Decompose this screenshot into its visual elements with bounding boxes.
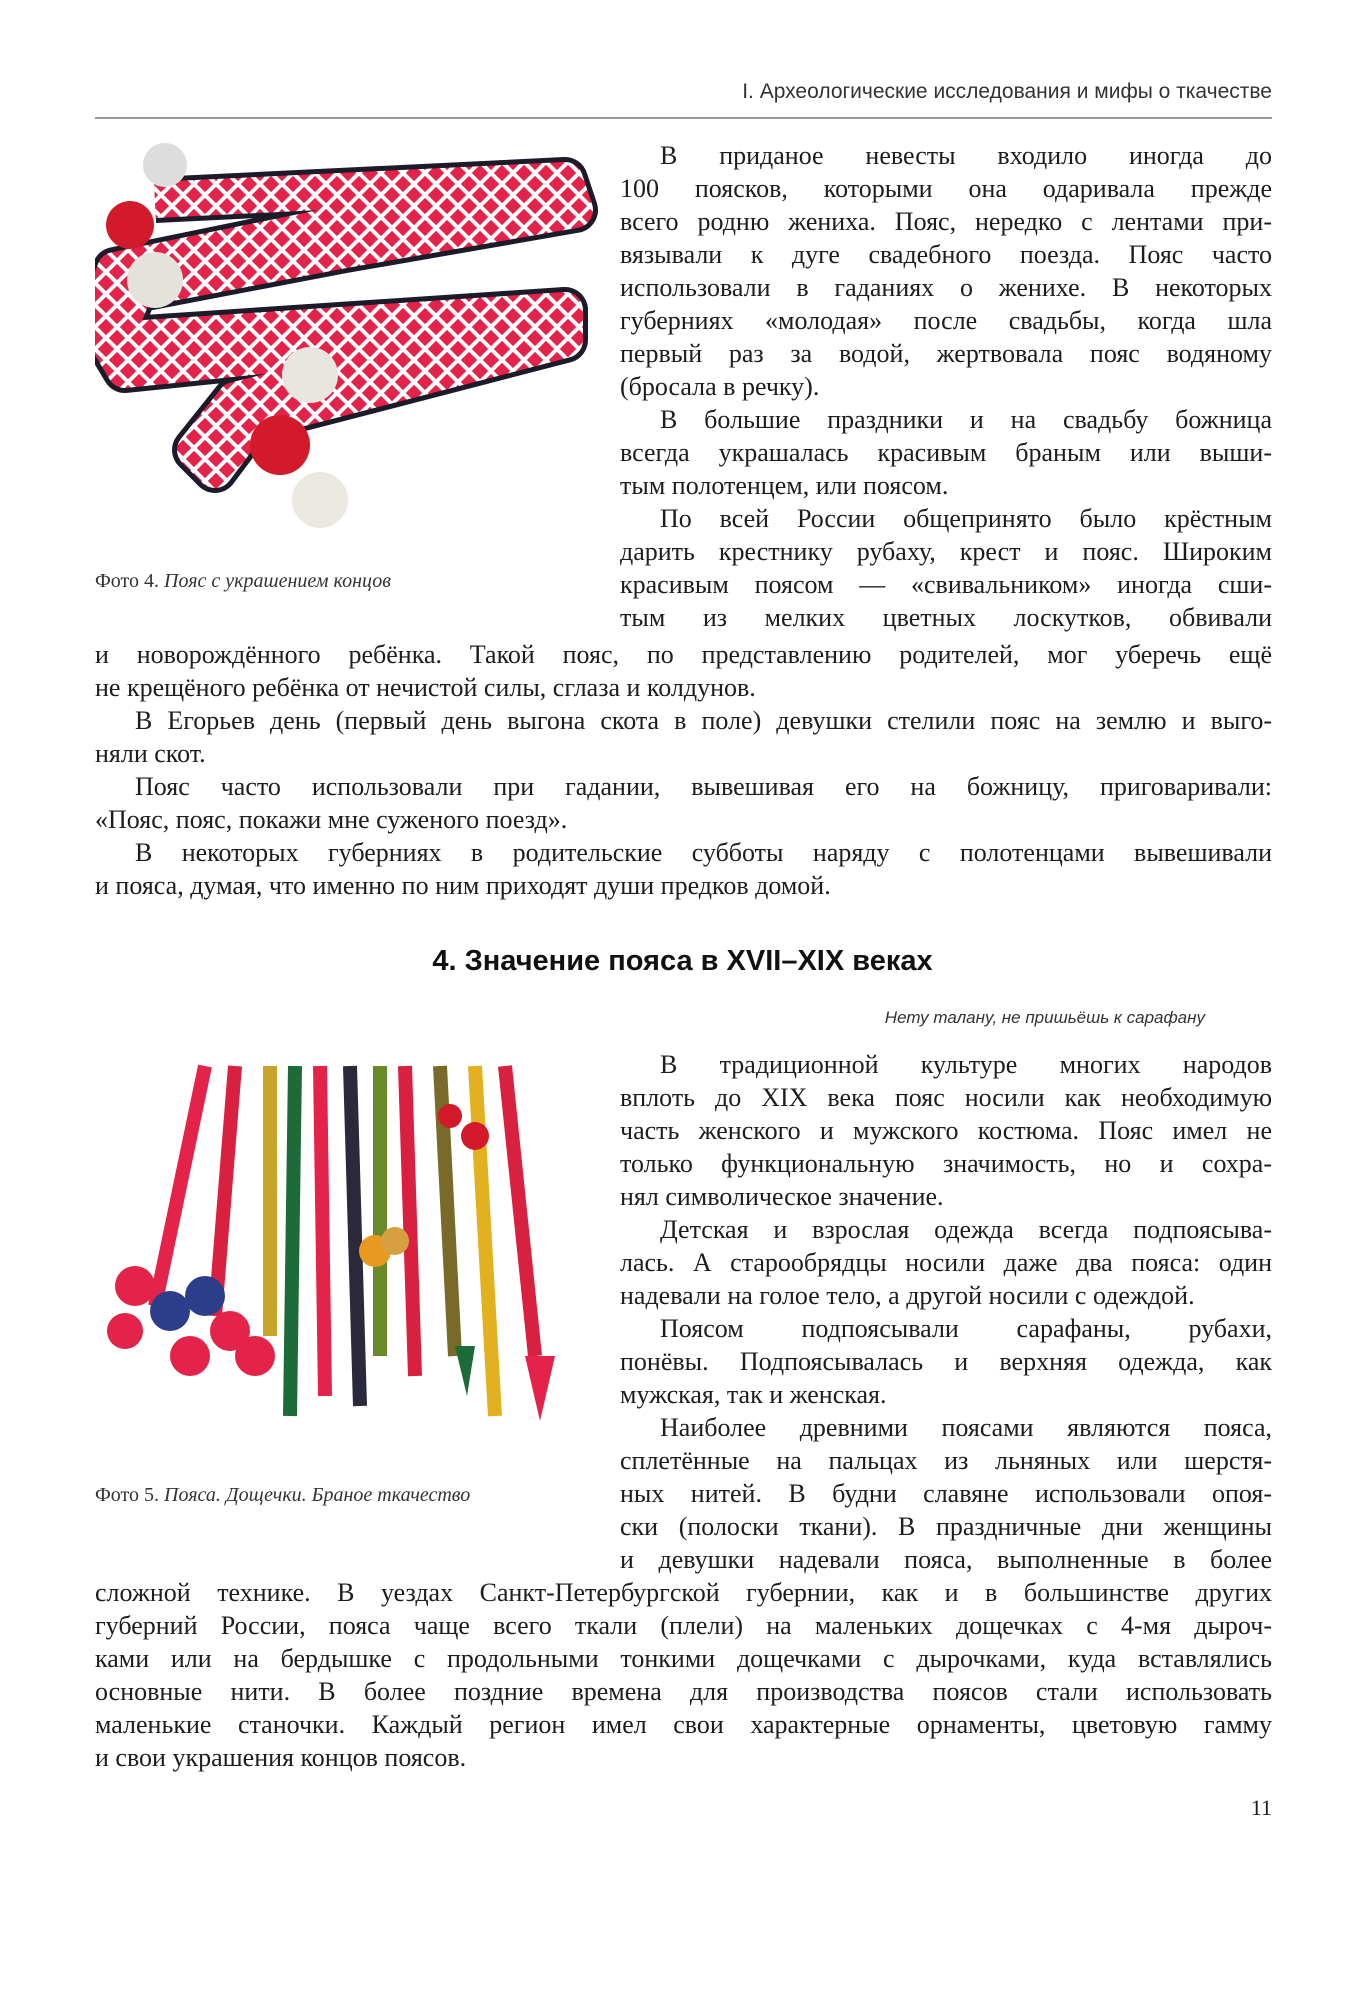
text-line: няли скот. — [95, 739, 206, 768]
text-line: ных нитей. В будни славяне использовали опоя- — [620, 1479, 1272, 1508]
text-line: Поясом подпоясывали сарафаны, рубахи, — [660, 1314, 1272, 1343]
text-line: В большие праздники и на свадьбу божница — [660, 405, 1272, 434]
text-line: ками или на бердышке с продольными тонкими дощечками с дырочками, куда вставлялись — [95, 1644, 1272, 1673]
text-line: всегда украшалась красивым браным или выши- — [620, 438, 1272, 467]
text-line: губерний России, пояса чаще всего ткали (плели) на маленьких дощечках с 4-мя дыроч- — [95, 1611, 1272, 1640]
body-text-full — [95, 1576, 1272, 1774]
running-header: I. Археологические исследования и мифы о ткачестве — [742, 80, 1272, 103]
text-line: вплоть до XIX века пояс носили как необходимую — [620, 1083, 1272, 1112]
figure-caption — [95, 1484, 470, 1507]
text-line: тым полотенцем, или поясом. — [620, 471, 949, 500]
text-line: губерниях «молодая» после свадьбы, когда шла — [620, 306, 1272, 335]
text-line: красивым поясом — «свивальником» иногда сши- — [620, 570, 1272, 599]
text-line: понёвы. Подпоясывалась и верхняя одежда, как — [620, 1347, 1272, 1376]
body-text-column — [620, 1048, 1272, 1576]
text-line: часть женского и мужского костюма. Пояс имел не — [620, 1116, 1272, 1145]
text-line: «Пояс, пояс, покажи мне суженого поезд». — [95, 805, 568, 834]
text-line: не крещёного ребёнка от нечистой силы, сглаза и колдунов. — [95, 673, 756, 702]
text-line: Пояс часто использовали при гадании, вывешивая его на божницу, приговаривали: — [135, 772, 1272, 801]
figure-caption-text: Пояса. Дощечки. Браное ткачество — [164, 1484, 471, 1506]
text-line: надевали на голое тело, а другой носили с одеждой. — [620, 1281, 1195, 1310]
text-line: ски (полоски ткани). В праздничные дни женщины — [620, 1512, 1272, 1541]
text-line: и девушки надевали пояса, выполненные в более — [620, 1545, 1272, 1574]
figure-caption-text: Пояс с украшением концов — [164, 570, 391, 592]
text-line: сплетённые на пальцах из льняных или шерстя- — [620, 1446, 1272, 1475]
text-line: В некоторых губерниях в родительские субботы наряду с полотенцами вывешивали — [135, 838, 1272, 867]
text-line: нял символическое значение. — [620, 1182, 944, 1211]
text-line: и пояса, думая, что именно по ним приходят души предков домой. — [95, 871, 831, 900]
text-line: использовали в гаданиях о женихе. В некоторых — [620, 273, 1272, 302]
page-number: 11 — [1250, 1795, 1272, 1820]
text-line: тым из мелких цветных лоскутков, обвивали — [620, 603, 1272, 632]
text-line: В традиционной культуре многих народов — [660, 1050, 1272, 1079]
figure-label: Фото 4. — [95, 570, 160, 592]
text-line: (бросала в речку). — [620, 372, 820, 401]
photo-belt-with-pompoms — [95, 140, 605, 540]
text-line: Наиболее древними поясами являются пояса, — [660, 1413, 1272, 1442]
text-line: мужская, так и женская. — [620, 1380, 887, 1409]
body-text-full — [95, 638, 1272, 902]
text-line: только функциональную значимость, но и сохра- — [620, 1149, 1272, 1178]
figure-label: Фото 5. — [95, 1484, 160, 1506]
text-line: лась. А старообрядцы носили даже два пояса: один — [620, 1248, 1272, 1277]
text-line: и свои украшения концов поясов. — [95, 1743, 467, 1772]
text-line: 100 поясков, которыми она одаривала прежде — [620, 174, 1272, 203]
text-line: Детская и взрослая одежда всегда подпоясыва- — [660, 1215, 1272, 1244]
text-line: В приданое невесты входило иногда до — [660, 141, 1272, 170]
text-line: По всей России общепринято было крёстным — [660, 504, 1272, 533]
text-line: первый раз за водой, жертвовала пояс водяному — [620, 339, 1272, 368]
text-line: маленькие станочки. Каждый регион имел свои характерные орнаменты, цветовую гамму — [95, 1710, 1272, 1739]
text-line: основные нити. В более поздние времена для производства поясов стали использовать — [95, 1677, 1272, 1706]
text-line: В Егорьев день (первый день выгона скота в поле) девушки стелили пояс на землю и выго- — [135, 706, 1272, 735]
photo-belts-collection — [95, 1056, 595, 1466]
text-line: сложной технике. В уездах Санкт-Петербургской губернии, как и в большинстве других — [95, 1578, 1272, 1607]
figure-caption — [95, 570, 391, 593]
text-line: вязывали к дуге свадебного поезда. Пояс часто — [620, 240, 1272, 269]
header-rule — [95, 117, 1272, 119]
text-line: всего родню жениха. Пояс, нередко с лентами при- — [620, 207, 1272, 236]
text-line: и новорождённого ребёнка. Такой пояс, по представлению родителей, мог уберечь ещё — [95, 640, 1272, 669]
body-text-column — [620, 139, 1272, 634]
epigraph: Нету талану, не пришьёшь к сарафану — [884, 1008, 1205, 1027]
text-line: дарить крестнику рубаху, крест и пояс. Широким — [620, 537, 1272, 566]
section-heading: 4. Значение пояса в XVII–XIX веках — [432, 945, 933, 977]
